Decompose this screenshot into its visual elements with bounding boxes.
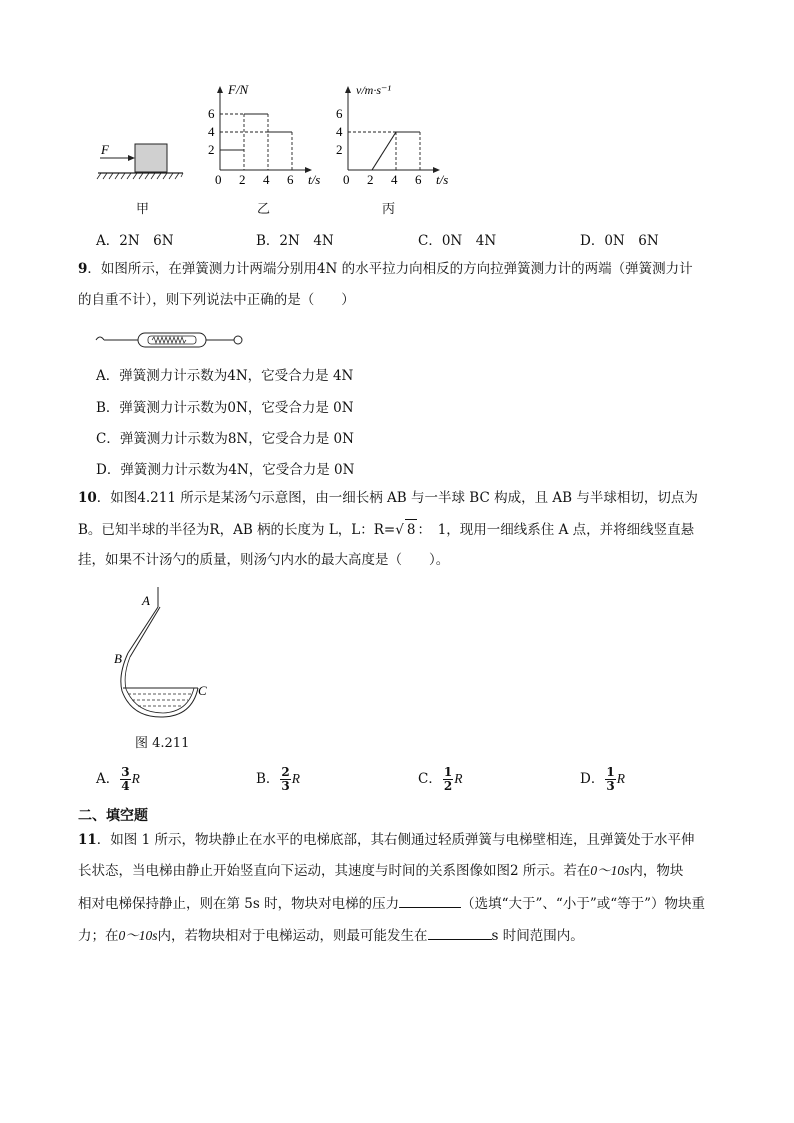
block — [135, 144, 167, 172]
f-chart-ylabel: F/N — [228, 82, 249, 97]
q10-option-d[interactable]: D． $\frac{1}{3}$ R — [580, 765, 625, 793]
q9-option-b[interactable]: B．弹簧测力计示数为0N，它受合力是 0N — [96, 400, 354, 416]
ladle-label-a: A — [142, 593, 150, 608]
q10-option-c[interactable]: C． $\frac{1}{2}$ R — [418, 765, 463, 793]
spring-scale-figure — [94, 330, 249, 350]
q10-line3: 挂，如果不计汤勺的质量，则汤勺内水的最大高度是（ ）。 — [78, 552, 450, 568]
f-chart-xtick-2: 2 — [239, 172, 246, 187]
ladle-figure — [108, 585, 218, 720]
q10-number: 10 — [78, 490, 97, 506]
v-chart-xtick-4: 4 — [391, 172, 398, 187]
block-force-figure — [95, 138, 190, 188]
v-chart-ylabel: v/m·s⁻¹ — [356, 83, 391, 97]
q9-option-a[interactable]: A．弹簧测力计示数为4N，它受合力是 4N — [96, 368, 354, 384]
f-chart-ytick-6: 6 — [208, 106, 215, 121]
q11-line4: 力；在0～10s内，若物块相对于电梯运动，则最可能发生在 s 时间范围内。 — [78, 925, 584, 946]
q11-number: 11 — [78, 832, 97, 848]
q11-line1: 11．如图 1 所示，物块静止在水平的电梯底部，其右侧通过轻质弹簧与电梯壁相连，且弹簧处于水平伸 — [78, 832, 695, 848]
force-label: F — [101, 142, 109, 157]
section-title-fill-in: 二、填空题 — [78, 808, 148, 824]
time-range-1: 0～10s — [590, 863, 630, 878]
ladle-label-c: C — [198, 683, 207, 698]
q10-line2: B。已知半球的半径为R，AB 柄的长度为 L，L：R=√ 8 ： 1，现用一细线系住 A 点，并将细线竖直悬 — [78, 519, 694, 540]
q11-line3: 相对电梯保持静止，则在第 5s 时，物块对电梯的压力 （选填“大于”、“小于”或“等于”）物块重 — [78, 893, 705, 914]
v-chart-ytick-6: 6 — [336, 106, 343, 121]
v-chart-ytick-2: 2 — [336, 142, 343, 157]
f-chart-xtick-4: 4 — [263, 172, 270, 187]
q10-option-a[interactable]: A． $\frac{3}{4}$ R — [96, 765, 140, 793]
q9-line2: 的自重不计），则下列说法中正确的是（ ） — [78, 292, 355, 308]
f-chart-xlabel: t/s — [308, 172, 321, 187]
time-range-2: 0～10s — [118, 928, 158, 943]
q10-option-b[interactable]: B． $\frac{2}{3}$ R — [256, 765, 301, 793]
q8-option-a[interactable]: A．2N 6N — [96, 233, 174, 249]
caption-bing: 丙 — [382, 202, 396, 217]
q11-line2: 长状态，当电梯由静止开始竖直向下运动，其速度与时间的关系图像如图2 所示。若在0～10s内，物块 — [78, 863, 684, 879]
v-chart-ytick-4: 4 — [336, 124, 343, 139]
caption-yi: 乙 — [257, 202, 271, 217]
v-chart-xtick-0: 0 — [343, 172, 350, 187]
sqrt-sign: √ — [395, 522, 404, 538]
q9-option-c[interactable]: C．弹簧测力计示数为8N，它受合力是 0N — [96, 431, 354, 447]
q10-line1: 10．如图4.211 所示是某汤勺示意图，由一细长柄 AB 与一半球 BC 构成，且 AB 与半球相切，切点为 — [78, 490, 698, 506]
f-chart-ytick-2: 2 — [208, 142, 215, 157]
ladle-caption: 图 4.211 — [135, 736, 190, 751]
velocity-time-chart — [328, 80, 458, 190]
q9-option-d[interactable]: D．弹簧测力计示数为4N，它受合力是 0N — [96, 462, 355, 478]
answer-blank-2[interactable] — [428, 925, 492, 940]
sqrt-value: 8 — [405, 519, 418, 540]
q9-number: 9 — [78, 261, 88, 277]
q8-option-c[interactable]: C．0N 4N — [418, 233, 497, 249]
f-chart-ytick-4: 4 — [208, 124, 215, 139]
q8-option-d[interactable]: D．0N 6N — [580, 233, 659, 249]
q8-option-b[interactable]: B．2N 4N — [256, 233, 334, 249]
f-chart-xtick-0: 0 — [215, 172, 222, 187]
caption-jia: 甲 — [136, 202, 150, 217]
v-chart-xtick-6: 6 — [415, 172, 422, 187]
answer-blank-1[interactable] — [399, 893, 461, 908]
q9-line1: 9．如图所示，在弹簧测力计两端分别用4N 的水平拉力向相反的方向拉弹簧测力计的两端（弹簧测力计 — [78, 261, 693, 277]
v-chart-xlabel: t/s — [436, 172, 449, 187]
v-chart-xtick-2: 2 — [367, 172, 374, 187]
force-time-chart — [200, 80, 330, 190]
ladle-label-b: B — [114, 651, 122, 666]
f-chart-xtick-6: 6 — [287, 172, 294, 187]
